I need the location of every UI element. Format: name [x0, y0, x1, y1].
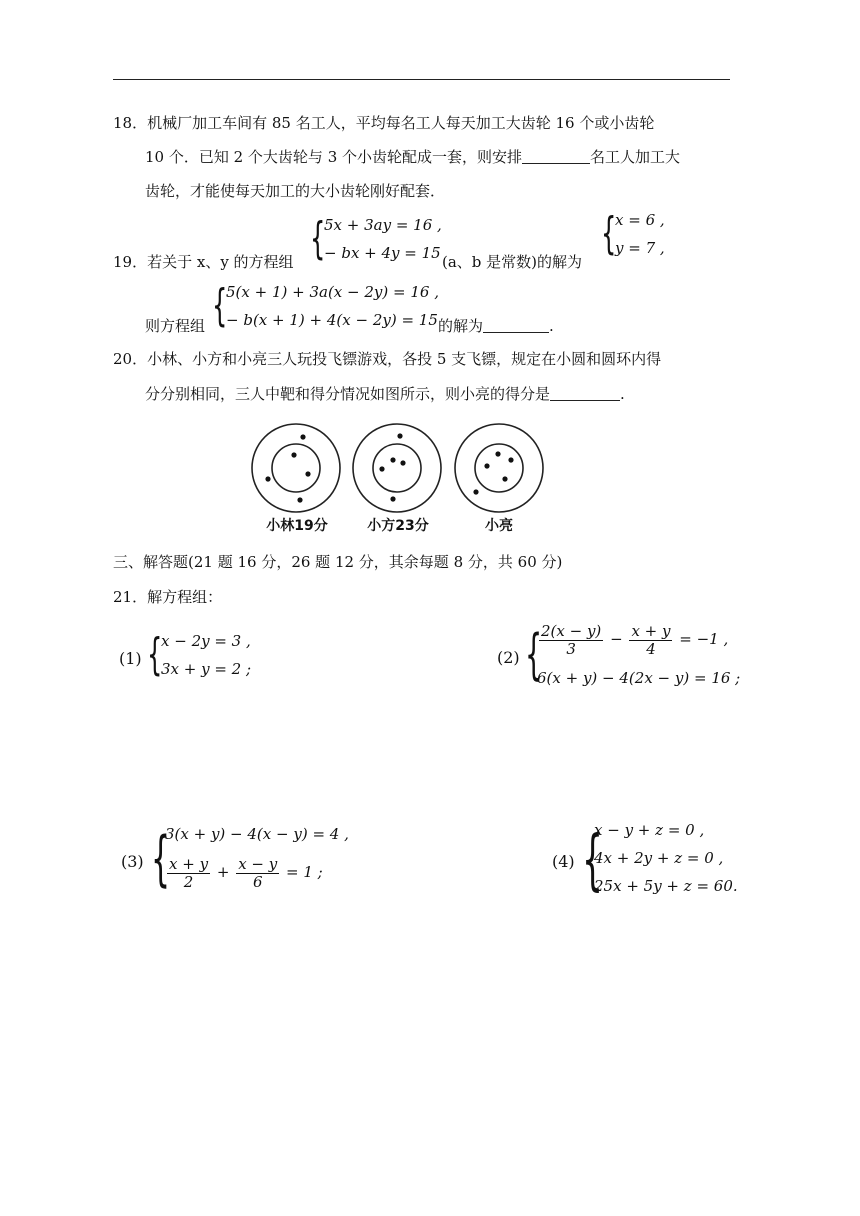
q21-title: 21．解方程组： — [113, 588, 223, 606]
dart-hit — [502, 476, 507, 481]
q18-line3: 齿轮，才能使每天加工的大小齿轮刚好配套． — [145, 182, 446, 200]
plus-sign: + — [216, 863, 230, 881]
section3-heading: 三、解答题(21 题 16 分，26 题 12 分，其余每题 8 分，共 60 分) — [113, 553, 563, 571]
fraction-den: 2 — [183, 872, 194, 891]
q19-line2-prefix: 则方程组 — [145, 317, 206, 335]
fraction-num: x − y — [238, 854, 278, 873]
dart-hit — [390, 457, 395, 462]
q21-p3-row2 — [165, 852, 349, 892]
brace-icon: { — [147, 629, 163, 680]
rhs: = 1 ; — [286, 863, 323, 881]
fraction — [167, 856, 210, 891]
q21-p2-row1 — [537, 620, 740, 658]
q20-line2-text: 分分别相同，三人中靶和得分情况如图所示，则小亮的得分是 — [145, 385, 551, 403]
minus-sign: − — [610, 630, 623, 648]
dart-hit — [390, 496, 395, 501]
q21-p4-eq3: 25x + 5y + z = 60. — [594, 877, 738, 895]
q20-line2 — [145, 384, 625, 404]
q21-p1-eq2: 3x + y = 2 ; — [161, 660, 252, 678]
dart-hit — [495, 451, 500, 456]
target-label-xiaofang: 小方23分 — [367, 518, 429, 534]
brace-icon: { — [582, 821, 603, 898]
q19-eq1: 5x + 3ay = 16 , — [324, 216, 442, 234]
fraction-num: 2(x − y) — [541, 621, 602, 640]
q19-prefix: 19．若关于 x、y 的方程组 — [113, 253, 294, 271]
dart-hit — [508, 457, 513, 462]
q19-sol1: x = 6 , — [615, 211, 665, 229]
header-rule — [113, 79, 730, 80]
q19-middle: (a、b 是常数)的解为 — [442, 253, 583, 271]
q18-line2 — [145, 147, 680, 167]
dart-hit — [297, 497, 302, 502]
dart-hit — [265, 476, 270, 481]
q20-answer-blank[interactable] — [550, 400, 620, 401]
q21-p4-eq2: 4x + 2y + z = 0 , — [594, 849, 724, 867]
q21-p4-eq1: x − y + z = 0 , — [594, 821, 705, 839]
q21-part3 — [121, 820, 401, 900]
dart-hit — [300, 434, 305, 439]
target-label-xiaolin: 小林19分 — [266, 518, 328, 534]
q21-p3-eq1: 3(x + y) − 4(x − y) = 4 , — [165, 825, 349, 843]
fraction-den: 3 — [566, 639, 576, 658]
dart-hit — [400, 460, 405, 465]
dart-hit — [291, 452, 296, 457]
fraction-num: x + y — [631, 621, 671, 640]
rhs: = −1 , — [679, 630, 729, 648]
brace-icon: { — [212, 280, 228, 331]
q19-line2-suffix — [438, 316, 554, 336]
q19-system1 — [310, 211, 440, 267]
dart-hit — [473, 489, 478, 494]
fraction-den: 4 — [646, 639, 656, 658]
q20-end: . — [620, 385, 625, 403]
fraction — [629, 623, 672, 658]
q21-part2-label: (2) — [497, 648, 520, 667]
q19-solution — [601, 206, 671, 262]
q21-part2 — [497, 620, 741, 690]
q19-answer-blank[interactable] — [483, 332, 549, 333]
dart-hit — [379, 466, 384, 471]
dart-hit — [484, 463, 489, 468]
fraction — [236, 856, 279, 891]
q19-eq3: 5(x + 1) + 3a(x − 2y) = 16 , — [226, 283, 439, 301]
q18-line1: 18．机械厂加工车间有 85 名工人，平均每名工人每天加工大齿轮 16 个或小齿轮 — [113, 114, 655, 132]
q21-part4-label: (4) — [552, 852, 575, 871]
q21-p1-eq1: x − 2y = 3 , — [161, 632, 251, 650]
q19-eq4: − b(x + 1) + 4(x − 2y) = 15 — [226, 311, 438, 329]
brace-icon: { — [310, 213, 326, 264]
q21-part3-label: (3) — [121, 852, 144, 871]
q21-p2-eq2: 6(x + y) − 4(2x − y) = 16 ; — [537, 669, 741, 687]
fraction-num: x + y — [169, 854, 209, 873]
q20-line1: 20．小林、小方和小亮三人玩投飞镖游戏，各投 5 支飞镖，规定在小圆和圆环内得 — [113, 350, 662, 368]
brace-icon: { — [151, 824, 171, 894]
q18-answer-blank[interactable] — [522, 163, 590, 164]
q21-part4 — [552, 816, 742, 906]
fraction — [539, 623, 603, 658]
brace-icon: { — [525, 623, 543, 686]
q19-system2 — [212, 278, 437, 334]
target-xiaolin — [252, 424, 340, 512]
dart-hit — [397, 433, 402, 438]
q19-eq2: − bx + 4y = 15 — [324, 244, 441, 262]
dart-hit — [305, 471, 310, 476]
fraction-den: 6 — [252, 872, 263, 891]
q18-line2-text: 10 个．已知 2 个大齿轮与 3 个小齿轮配成一套，则安排 — [145, 148, 523, 166]
brace-icon: { — [601, 208, 617, 259]
q21-part1 — [119, 627, 269, 683]
q21-part1-label: (1) — [119, 649, 142, 668]
q19-end: . — [549, 317, 554, 335]
target-xiaoliang — [455, 424, 543, 512]
target-xiaofang — [353, 424, 441, 512]
target-label-xiaoliang: 小亮 — [485, 518, 513, 534]
q19-sol2: y = 7 , — [615, 239, 665, 257]
q18-line2-tail: 名工人加工大 — [590, 148, 681, 166]
q19-suffix-text: 的解为 — [438, 317, 484, 335]
